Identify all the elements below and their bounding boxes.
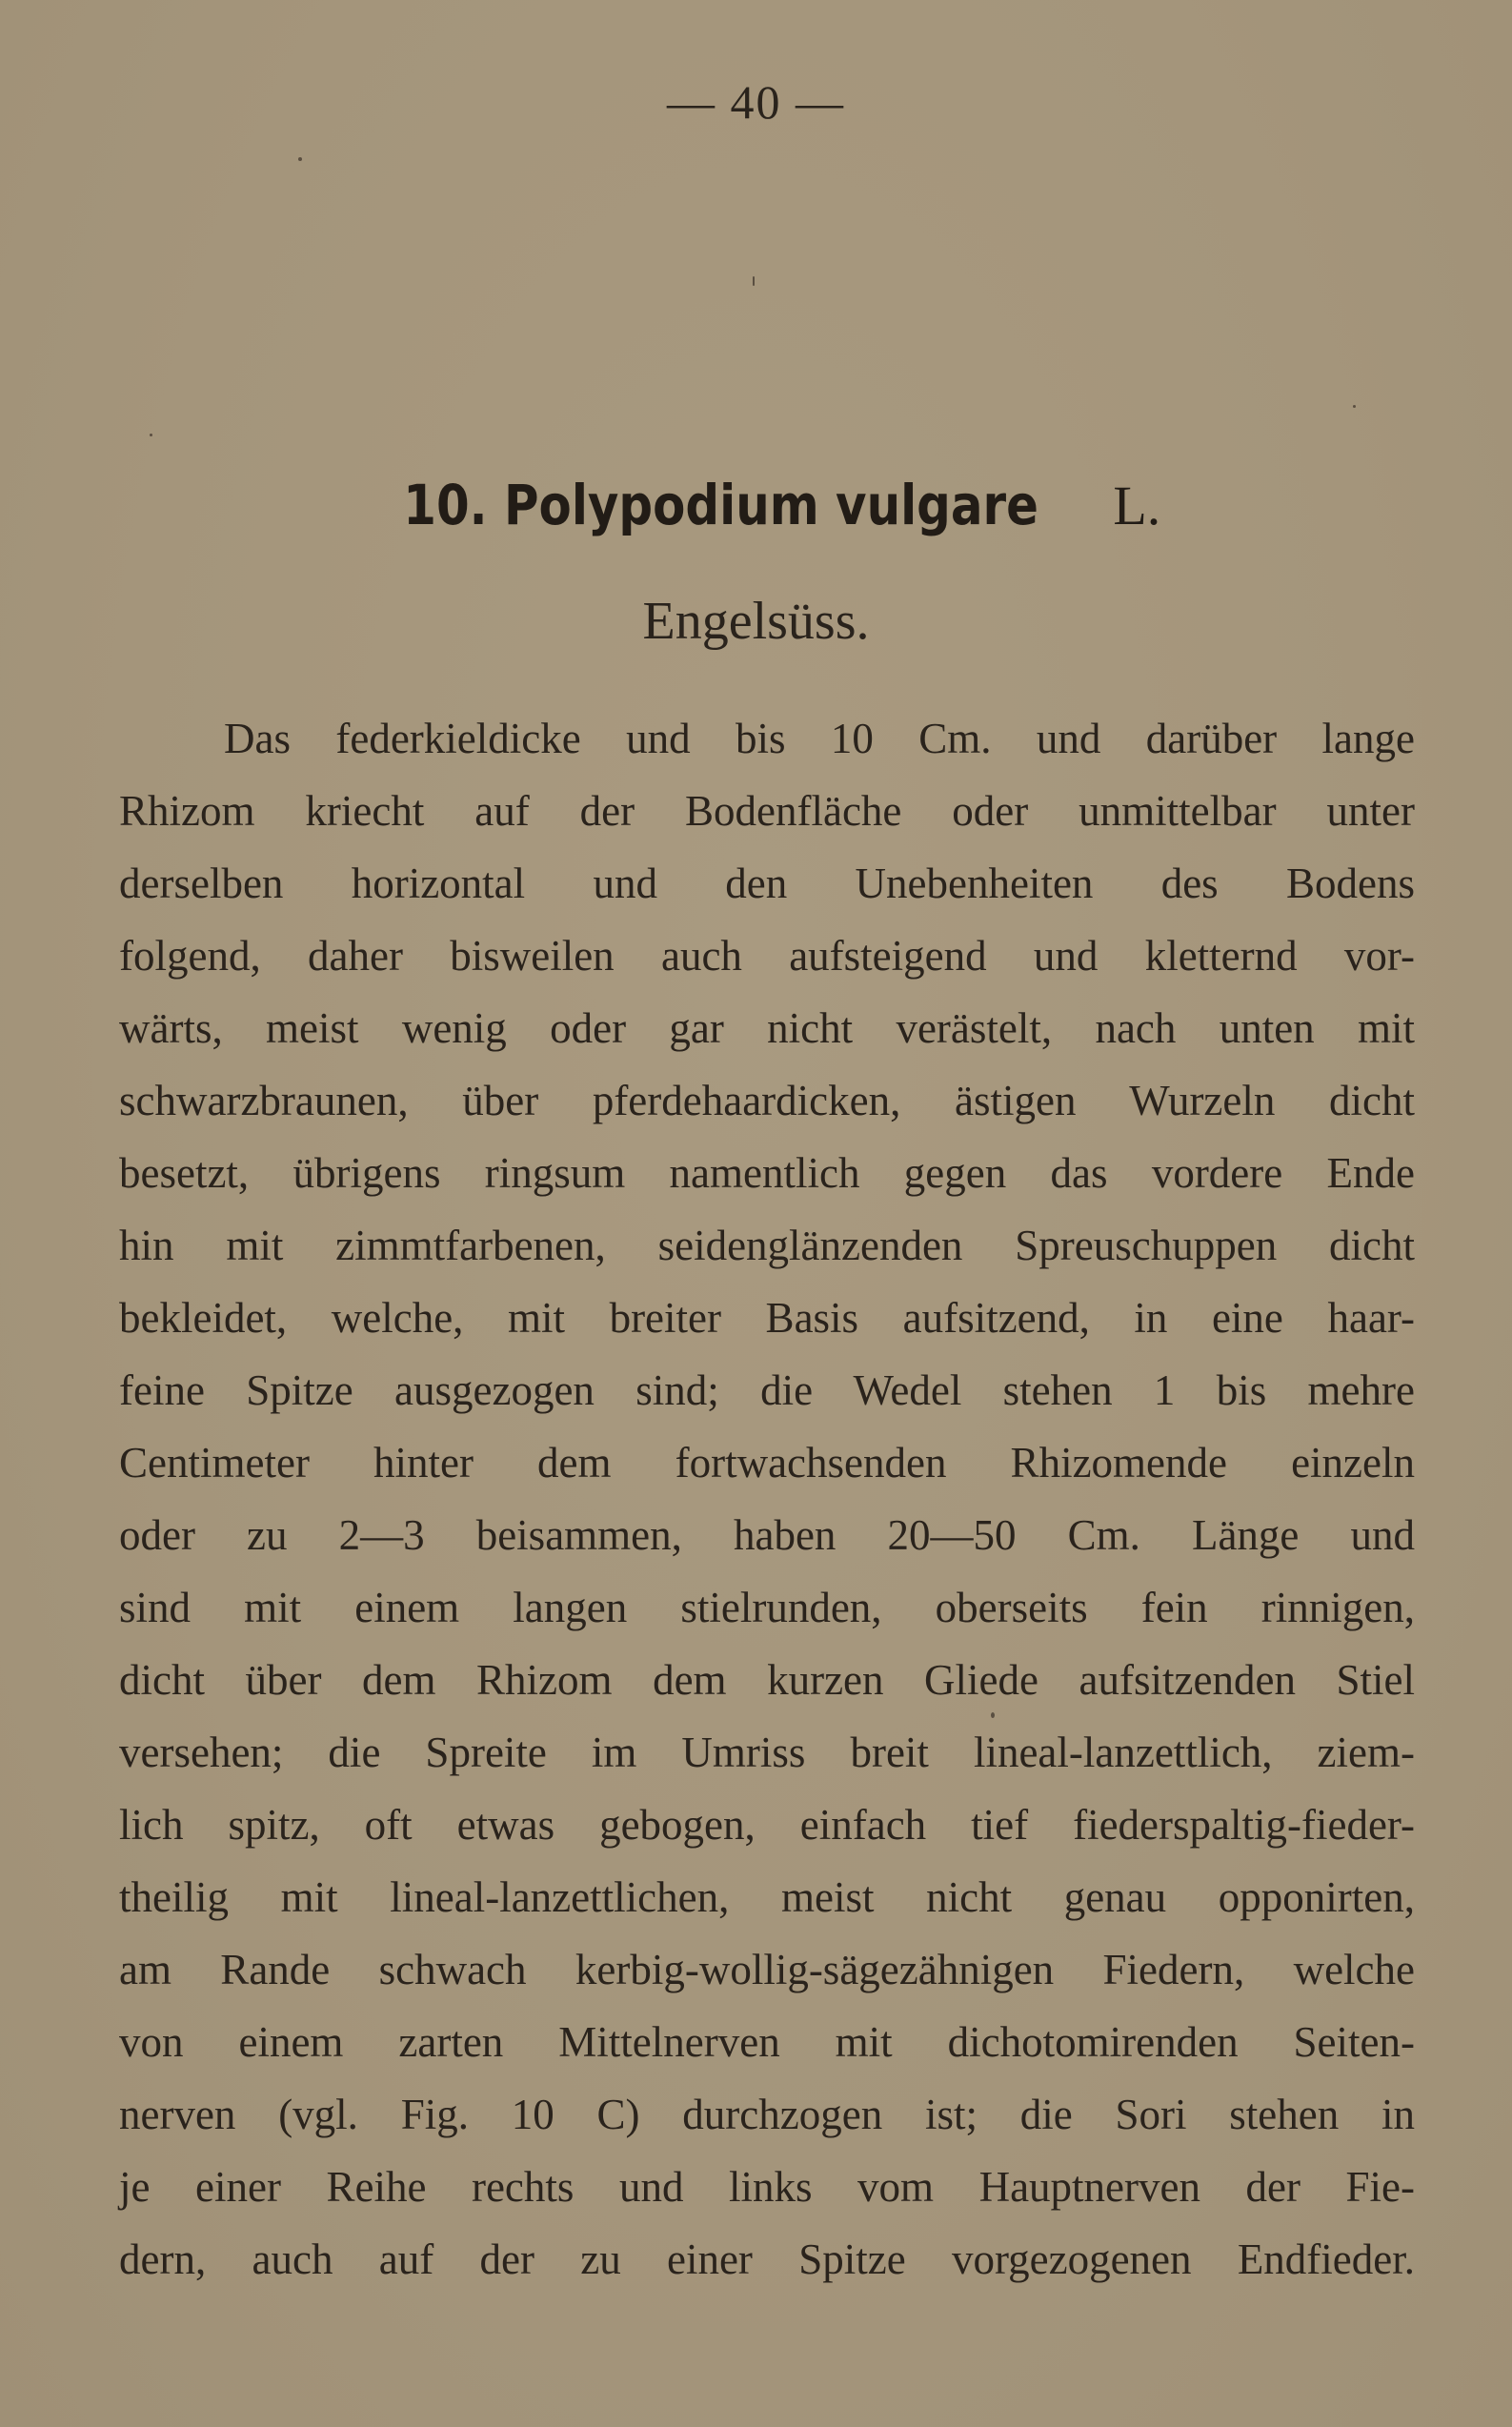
text-line: von einem zarten Mittelnerven mit dichotomirenden Seiten- bbox=[119, 2018, 1415, 2066]
section-title bbox=[0, 467, 1512, 544]
text-line: sind mit einem langen stielrunden, oberseits fein rinnigen, bbox=[119, 1584, 1415, 1631]
text-line: theilig mit lineal-lanzettlichen, meist nicht genau opponirten, bbox=[119, 1873, 1415, 1921]
text-line: folgend, daher bisweilen auch aufsteigend und kletternd vor- bbox=[119, 932, 1415, 980]
text-line: feine Spitze ausgezogen sind; die Wedel stehen 1 bis mehre bbox=[119, 1366, 1415, 1414]
paper-speck bbox=[1353, 405, 1356, 408]
text-line: nerven (vgl. Fig. 10 C) durchzogen ist; die Sori stehen in bbox=[119, 2091, 1415, 2138]
paper-speck bbox=[150, 434, 152, 436]
text-line: dicht über dem Rhizom dem kurzen Gliede aufsitzenden Stiel bbox=[119, 1656, 1415, 1704]
text-line: lich spitz, oft etwas gebogen, einfach tief fiederspaltig-fieder- bbox=[119, 1801, 1415, 1849]
text-line: wärts, meist wenig oder gar nicht verästelt, nach unten mit bbox=[119, 1004, 1415, 1052]
paper-speck bbox=[753, 276, 755, 286]
text-line: Centimeter hinter dem fortwachsenden Rhizomende einzeln bbox=[119, 1439, 1415, 1487]
common-name: Engelsüss. bbox=[642, 592, 870, 651]
text-line: dern, auch auf der zu einer Spitze vorgezogenen Endfieder. bbox=[119, 2235, 1415, 2283]
paper-speck bbox=[991, 1712, 995, 1718]
paper-speck bbox=[298, 157, 302, 161]
text-line: Das federkieldicke und bis 10 Cm. und darüber lange bbox=[224, 715, 1415, 762]
text-line: Rhizom kriecht auf der Bodenfläche oder unmittelbar unter bbox=[119, 787, 1415, 835]
page-number: — 40 — bbox=[667, 75, 845, 129]
species-name: 10. Polypodium vulgare bbox=[402, 473, 1038, 537]
text-line: besetzt, übrigens ringsum namentlich gegen das vordere Ende bbox=[119, 1149, 1415, 1197]
text-line: bekleidet, welche, mit breiter Basis aufsitzend, in eine haar- bbox=[119, 1294, 1415, 1342]
text-line: hin mit zimmtfarbenen, seidenglänzenden Spreuschuppen dicht bbox=[119, 1222, 1415, 1269]
text-line: je einer Reihe rechts und links vom Hauptnerven der Fie- bbox=[119, 2163, 1415, 2211]
text-line: oder zu 2—3 beisammen, haben 20—50 Cm. Länge und bbox=[119, 1511, 1415, 1559]
text-line: am Rande schwach kerbig-wollig-sägezähnigen Fiedern, welche bbox=[119, 1946, 1415, 1993]
species-author: L. bbox=[1113, 475, 1161, 536]
text-line: schwarzbraunen, über pferdehaardicken, ästigen Wurzeln dicht bbox=[119, 1077, 1415, 1124]
body-paragraph bbox=[119, 702, 1415, 2296]
text-line: versehen; die Spreite im Umriss breit lineal-lanzettlich, ziem- bbox=[119, 1729, 1415, 1776]
text-line: derselben horizontal und den Unebenheiten des Bodens bbox=[119, 860, 1415, 907]
